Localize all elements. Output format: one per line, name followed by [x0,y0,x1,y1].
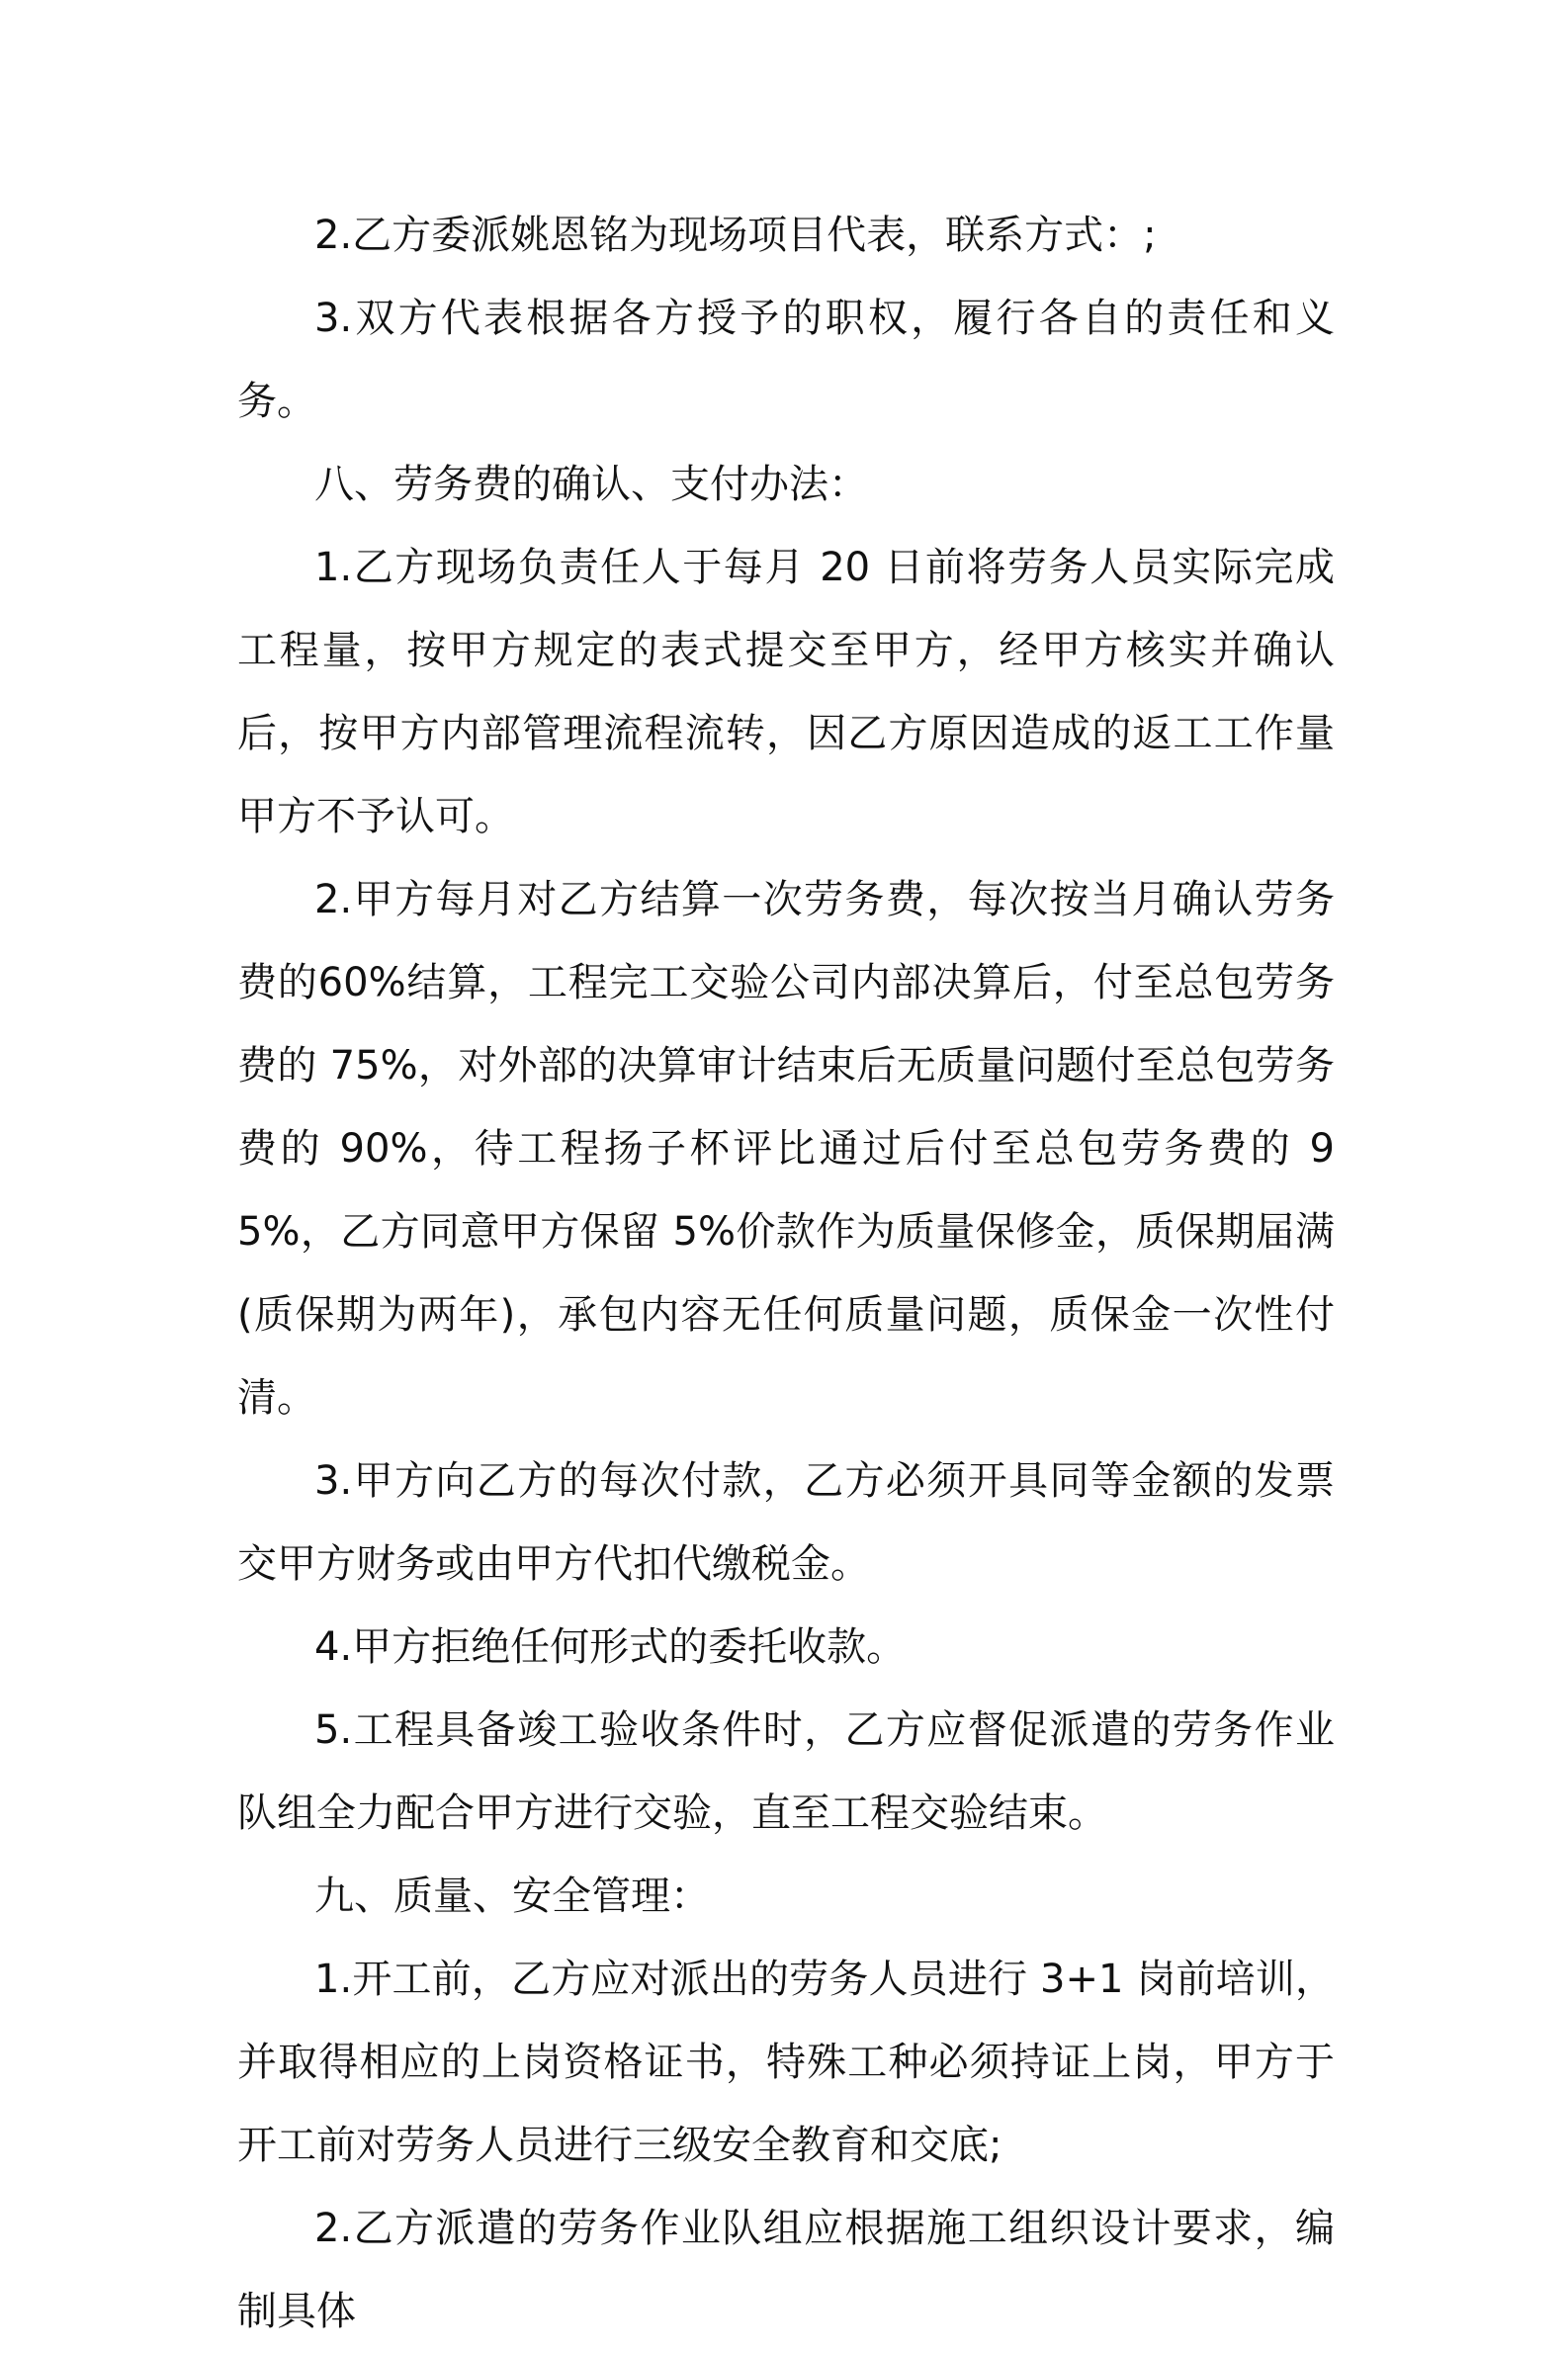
paragraph-representative: 2.乙方委派姚恩铭为现场项目代表，联系方式：; [314,213,1157,258]
paragraph-quality-1: 1.开工前，乙方应对派出的劳务人员进行 3+1 岗前培训，并取得相应的上岗资格证书，特殊工种必须持证上岗，甲方于开工前对劳务人员进行三级安全教育和交底; [237,1957,1335,2168]
paragraph-payment-5: 5.工程具备竣工验收条件时，乙方应督促派遣的劳务作业队组全力配合甲方进行交验，直至工程交验结束。 [237,1707,1335,1836]
section-heading-quality-safety: 九、质量、安全管理： [314,1874,710,1919]
paragraph-quality-2: 2.乙方派遣的劳务作业队组应根据施工组织设计要求，编制具体 [237,2206,1335,2334]
document-body [237,194,1335,2353]
section-heading-payment: 八、劳务费的确认、支付办法： [314,462,868,507]
paragraph-payment-3: 3.甲方向乙方的每次付款，乙方必须开具同等金额的发票交甲方财务或由甲方代扣代缴税金。 [237,1458,1335,1587]
paragraph-payment-1: 1.乙方现场负责任人于每月 20 日前将劳务人员实际完成工程量，按甲方规定的表式提交至甲方，经甲方核实并确认后，按甲方内部管理流程流转，因乙方原因造成的返工工作量甲方不予认可。 [237,545,1335,839]
paragraph-payment-4: 4.甲方拒绝任何形式的委托收款。 [314,1624,907,1670]
paragraph-duties: 3.双方代表根据各方授予的职权，履行各自的责任和义务。 [237,296,1335,424]
paragraph-payment-2: 2.甲方每月对乙方结算一次劳务费，每次按当月确认劳务费的60%结算，工程完工交验公司内部决算后，付至总包劳务费的 75%，对外部的决算审计结束后无质量问题付至总包劳务费的 90%，待工程扬子杯评比通过后付至总包劳务费的 95%，乙方同意甲方保留 5%价款作为质量保修金，质保期届满(质保期为两年)，承包内容无任何质量问题，质保金一次性付清。 [237,877,1335,1421]
